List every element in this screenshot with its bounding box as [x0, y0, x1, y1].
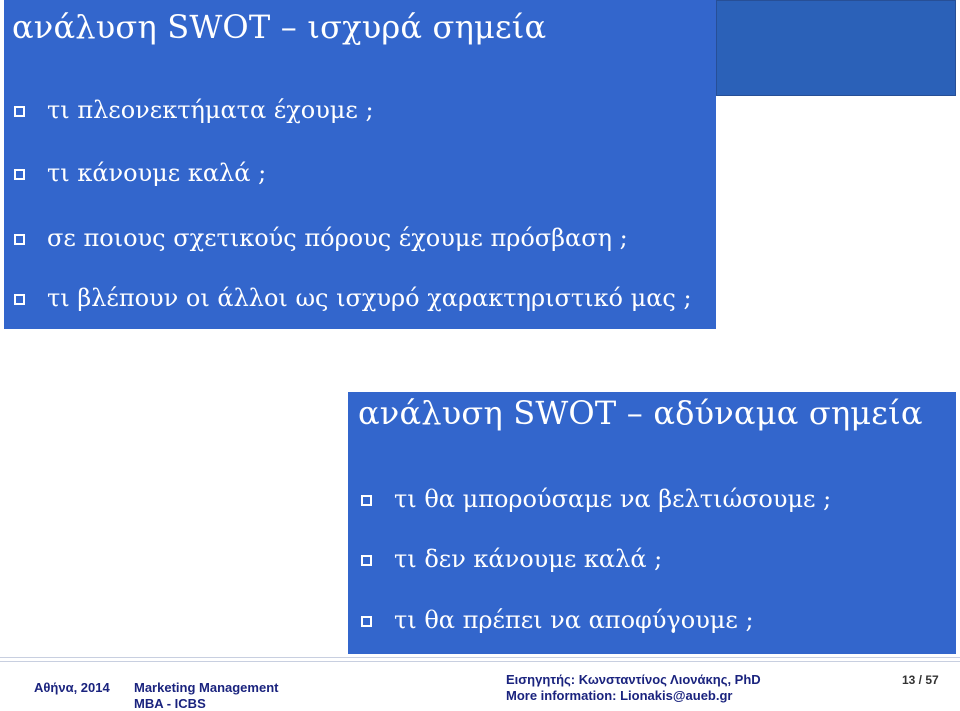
weaknesses-panel — [348, 392, 956, 654]
strengths-panel-extension — [716, 0, 956, 96]
footer-divider — [0, 657, 960, 658]
page-number: 13 / 57 — [902, 673, 939, 687]
strengths-item — [14, 96, 374, 124]
checkbox-bullet-icon — [361, 555, 372, 566]
strengths-item — [14, 159, 266, 187]
weaknesses-item — [361, 606, 754, 634]
checkbox-bullet-icon — [14, 234, 25, 245]
checkbox-bullet-icon — [14, 169, 25, 180]
weaknesses-item — [361, 545, 662, 573]
strengths-panel — [4, 0, 716, 329]
footer-contact: More information: Lionakis@aueb.gr — [506, 688, 733, 703]
weaknesses-item-text: τι θα πρέπει να αποφύγουμε ; — [394, 606, 754, 634]
strengths-title: ανάλυση SWOT – ισχυρά σημεία — [12, 8, 547, 46]
checkbox-bullet-icon — [14, 294, 25, 305]
strengths-item-text: τι βλέπουν οι άλλοι ως ισχυρό χαρακτηριστικό μας ; — [47, 284, 692, 312]
footer-program: MBA - ICBS — [134, 696, 206, 711]
strengths-item-text: τι κάνουμε καλά ; — [47, 159, 267, 187]
weaknesses-item-text: τι θα μπορούσαμε να βελτιώσουμε ; — [394, 485, 832, 513]
strengths-item — [14, 224, 628, 252]
footer-divider — [0, 661, 960, 662]
weaknesses-item-text: τι δεν κάνουμε καλά ; — [394, 545, 663, 573]
weaknesses-item — [361, 485, 831, 513]
checkbox-bullet-icon — [14, 106, 25, 117]
footer-course: Marketing Management — [134, 680, 279, 695]
strengths-item — [14, 284, 692, 312]
footer-presenter: Εισηγητής: Κωνσταντίνος Λιονάκης, PhD — [506, 672, 761, 687]
footer-city-year: Αθήνα, 2014 — [34, 680, 110, 695]
checkbox-bullet-icon — [361, 495, 372, 506]
strengths-item-text: σε ποιους σχετικούς πόρους έχουμε πρόσβαση ; — [47, 224, 628, 252]
strengths-item-text: τι πλεονεκτήματα έχουμε ; — [47, 96, 374, 124]
weaknesses-title: ανάλυση SWOT – αδύναμα σημεία — [358, 394, 923, 432]
checkbox-bullet-icon — [361, 616, 372, 627]
